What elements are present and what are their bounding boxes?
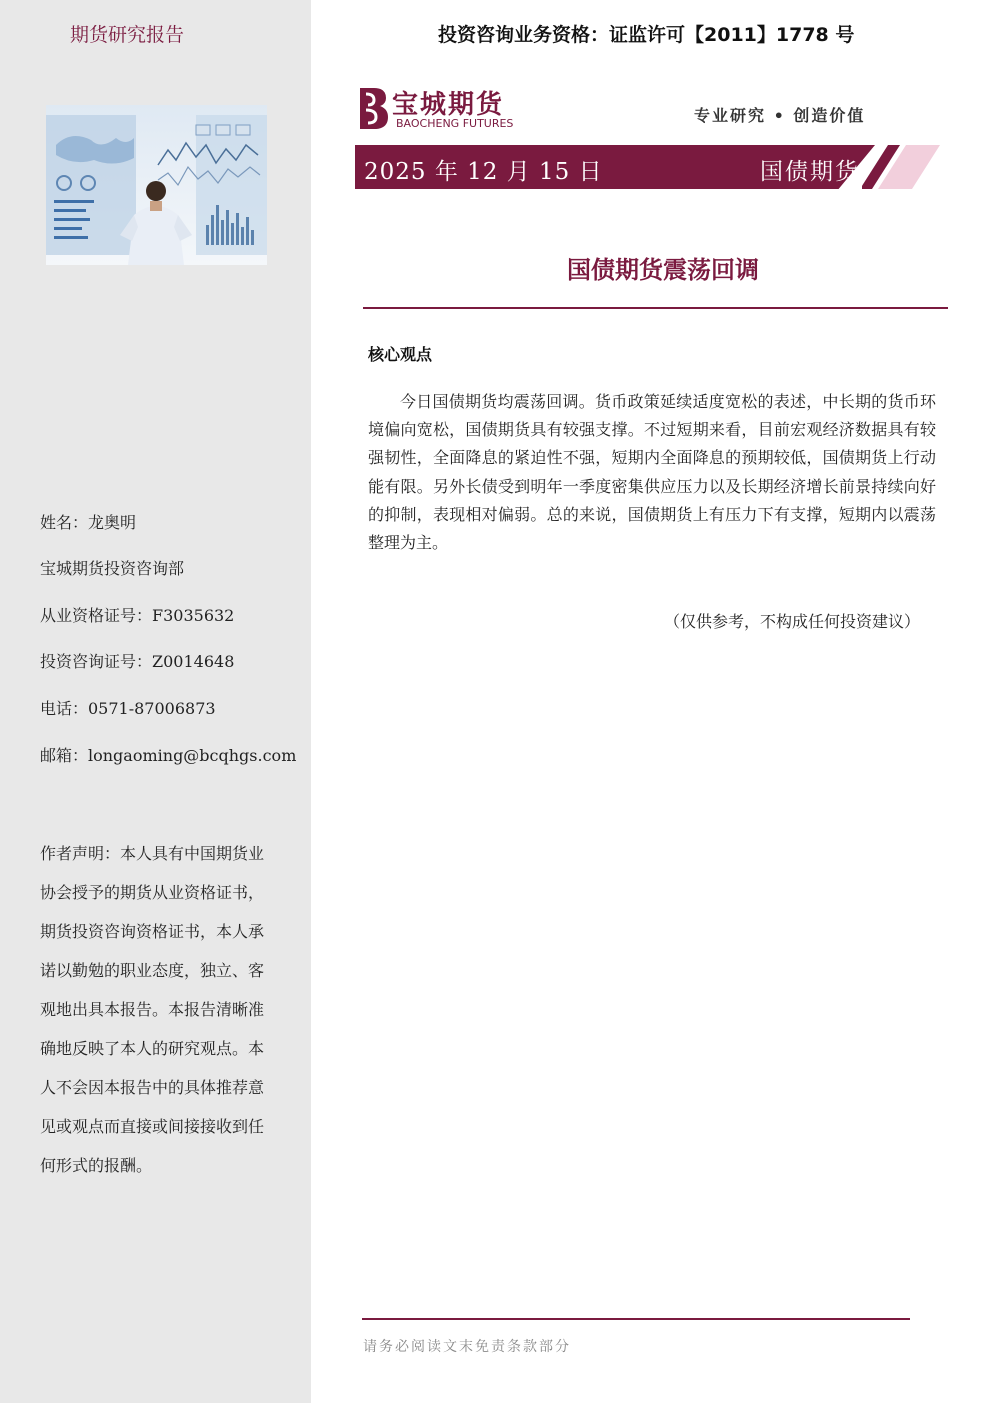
logo-chinese-name: 宝城期货 (392, 90, 505, 120)
license-statement: 投资咨询业务资格：证监许可【2011】1778 号 (438, 24, 855, 46)
company-logo (354, 84, 524, 134)
footer-note: 请务必阅读文末免责条款部分 (363, 1339, 571, 1355)
report-date: 2025 年 12 月 15 日 (364, 159, 603, 185)
qualification-number: 从业资格证号：F3035632 (40, 606, 235, 625)
businessman-dashboard-illustration (46, 105, 267, 265)
author-declaration: 作者声明：本人具有中国期货业协会授予的期货从业资格证书，期货投资咨询资格证书，本人承诺以勤勉的职业态度，独立、客观地出具本报告。本报告清晰准确地反映了本人的研究观点。本人不会因本报告中的具体推荐意见或观点而直接或间接接收到任何形式的报酬。 (40, 844, 265, 1175)
analyst-phone: 电话：0571-87006873 (40, 699, 216, 718)
analyst-email[interactable]: 邮箱：longaoming@bcqhgs.com (40, 746, 297, 765)
hero-image (46, 105, 267, 265)
analyst-name: 姓名：龙奥明 (40, 513, 137, 532)
logo-mark-icon (354, 84, 390, 130)
report-title: 国债期货震荡回调 (567, 256, 759, 284)
analyst-department: 宝城期货投资咨询部 (40, 559, 185, 578)
section-heading: 核心观点 (368, 345, 433, 364)
footer-divider (362, 1318, 910, 1320)
sidebar (0, 0, 311, 1403)
report-type-label: 期货研究报告 (70, 24, 185, 46)
disclaimer-note: （仅供参考，不构成任何投资建议） (664, 612, 921, 631)
company-slogan: 专业研究 • 创造价值 (694, 106, 866, 125)
banner-stripes (862, 145, 942, 189)
logo-english-name: BAOCHENG FUTURES (396, 117, 514, 130)
consulting-number: 投资咨询证号：Z0014648 (40, 652, 235, 671)
title-divider (363, 307, 948, 309)
core-view-paragraph: 今日国债期货均震荡回调。货币政策延续适度宽松的表述，中长期的货币环境偏向宽松，国债期货具有较强支撑。不过短期来看，目前宏观经济数据具有较强韧性，全面降息的紧迫性不强，短期内全面降息的预期较低，国债期货上行动能有限。另外长债受到明年一季度密集供应压力以及长期经济增长前景持续向好的抑制，表现相对偏弱。总的来说，国债期货上有压力下有支撑，短期内以震荡整理为主。 (368, 392, 936, 553)
report-category: 国债期货 (760, 159, 860, 185)
